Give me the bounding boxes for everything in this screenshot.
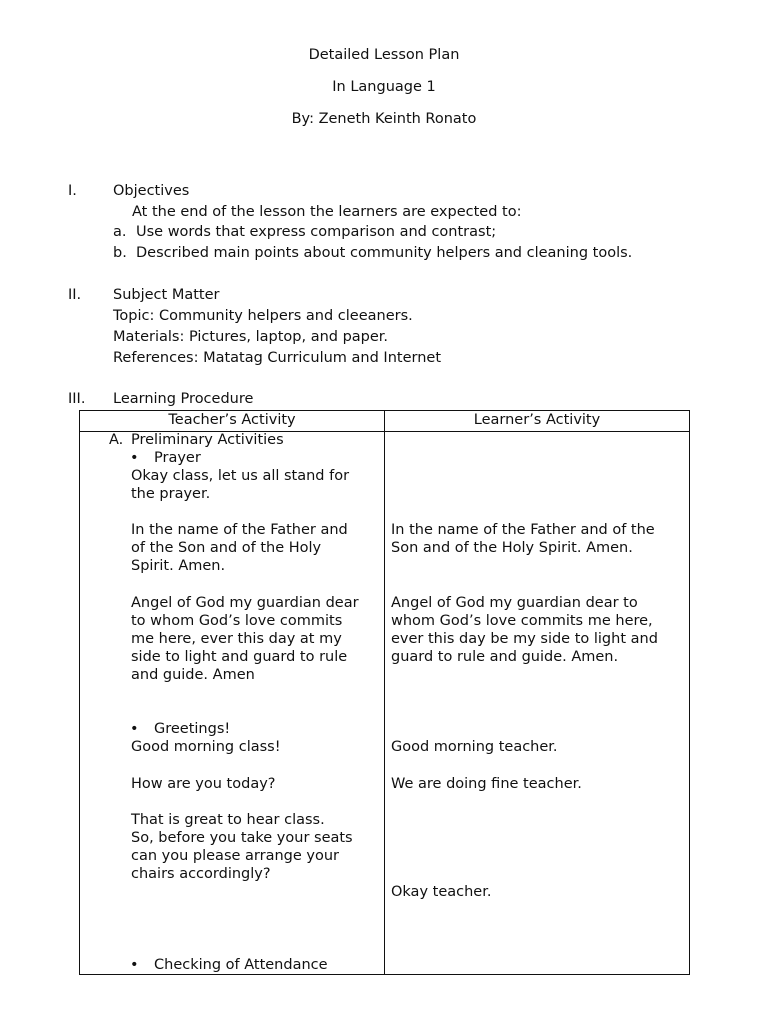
learner-angel-prayer-4: guard to rule and guide. Amen.: [391, 649, 619, 665]
teacher-how-are-you: How are you today?: [131, 776, 276, 792]
objective-item-b: Described main points about community helpers and cleaning tools.: [136, 245, 633, 261]
teacher-great-to-hear-4: chairs accordingly?: [131, 866, 271, 882]
learner-sign-of-cross-2: Son and of the Holy Spirit. Amen.: [391, 540, 633, 556]
teacher-angel-prayer-1: Angel of God my guardian dear: [131, 595, 359, 611]
learner-angel-prayer-3: ever this day be my side to light and: [391, 631, 658, 647]
bullet-icon: •: [130, 450, 139, 466]
objectives-intro: At the end of the lesson the learners are expected to:: [132, 204, 522, 220]
teacher-great-to-hear-1: That is great to hear class.: [131, 812, 325, 828]
learner-okay: Okay teacher.: [391, 884, 492, 900]
subject-materials: Materials: Pictures, laptop, and paper.: [113, 329, 389, 345]
teacher-sign-of-cross-1: In the name of the Father and: [131, 522, 348, 538]
learner-greeting-reply: Good morning teacher.: [391, 739, 558, 755]
section-heading-objectives: Objectives: [113, 183, 190, 199]
learner-doing-fine: We are doing fine teacher.: [391, 776, 582, 792]
section-numeral-subject-matter: II.: [68, 287, 82, 303]
learner-angel-prayer-2: whom God’s love commits me here,: [391, 613, 653, 629]
teacher-sign-of-cross-2: of the Son and of the Holy: [131, 540, 322, 556]
greetings-heading: Greetings!: [154, 721, 231, 737]
prayer-heading: Prayer: [154, 450, 201, 466]
learner-angel-prayer-1: Angel of God my guardian dear to: [391, 595, 638, 611]
table-column-divider: [384, 411, 385, 974]
teacher-great-to-hear-2: So, before you take your seats: [131, 830, 353, 846]
objective-marker-a: a.: [113, 224, 127, 240]
document-author: By: Zeneth Keinth Ronato: [291, 111, 477, 127]
subject-topic: Topic: Community helpers and cleeaners.: [113, 308, 413, 324]
teacher-prayer-call-1: Okay class, let us all stand for: [131, 468, 350, 484]
subject-references: References: Matatag Curriculum and Internet: [113, 350, 442, 366]
document-title: Detailed Lesson Plan: [308, 47, 460, 63]
section-numeral-objectives: I.: [68, 183, 77, 199]
teacher-angel-prayer-4: side to light and guard to rule: [131, 649, 348, 665]
learner-sign-of-cross-1: In the name of the Father and of the: [391, 522, 655, 538]
table-header-learner: Learner’s Activity: [473, 412, 601, 428]
teacher-great-to-hear-3: can you please arrange your: [131, 848, 339, 864]
section-numeral-procedure: III.: [68, 391, 86, 407]
table-header-teacher: Teacher’s Activity: [168, 412, 296, 428]
teacher-angel-prayer-2: to whom God’s love commits: [131, 613, 343, 629]
attendance-heading: Checking of Attendance: [154, 957, 328, 973]
bullet-icon: •: [130, 721, 139, 737]
preliminary-heading: Preliminary Activities: [131, 432, 284, 448]
section-heading-subject-matter: Subject Matter: [113, 287, 220, 303]
teacher-sign-of-cross-3: Spirit. Amen.: [131, 558, 226, 574]
bullet-icon: •: [130, 957, 139, 973]
section-heading-procedure: Learning Procedure: [113, 391, 254, 407]
activity-table: [79, 410, 690, 975]
teacher-prayer-call-2: the prayer.: [131, 486, 211, 502]
objective-item-a: Use words that express comparison and contrast;: [136, 224, 497, 240]
objective-marker-b: b.: [113, 245, 127, 261]
teacher-greeting: Good morning class!: [131, 739, 281, 755]
preliminary-marker: A.: [109, 432, 124, 448]
document-subject: In Language 1: [332, 79, 436, 95]
teacher-angel-prayer-5: and guide. Amen: [131, 667, 255, 683]
teacher-angel-prayer-3: me here, ever this day at my: [131, 631, 342, 647]
